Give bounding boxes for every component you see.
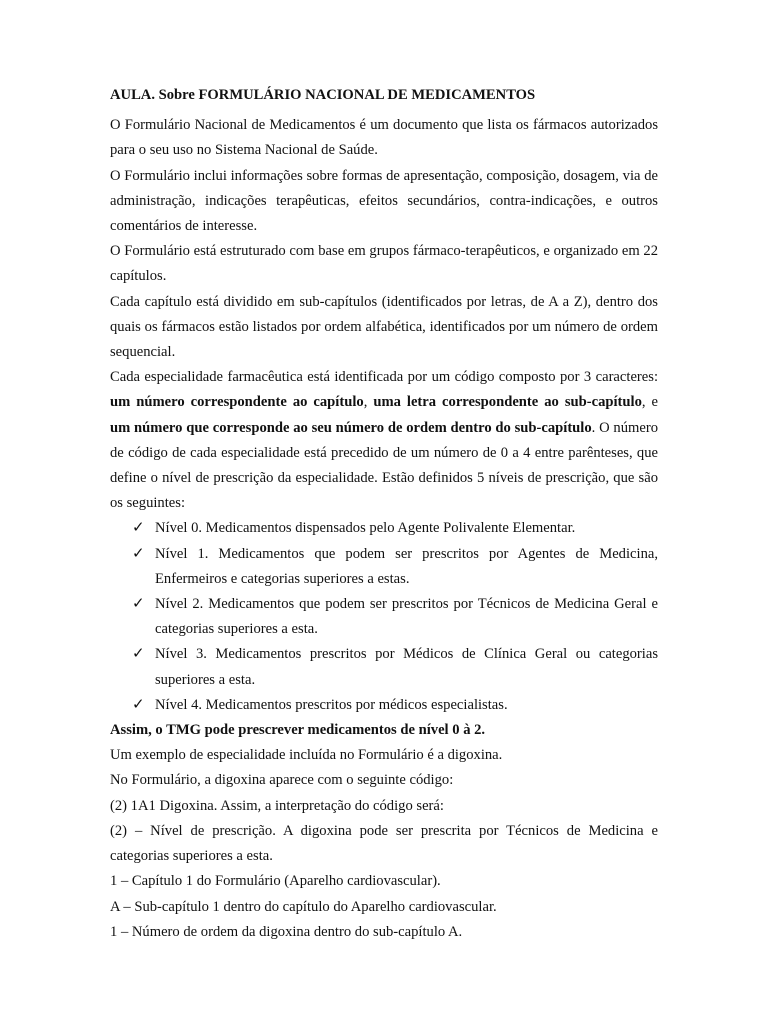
- code-bold-order: um número que corresponde ao seu número de ordem dentro do sub-capítulo: [110, 419, 592, 436]
- list-item: [132, 693, 658, 718]
- list-item: [132, 516, 658, 541]
- paragraph-chapter-meaning: 1 – Capítulo 1 do Formulário (Aparelho cardiovascular).: [110, 873, 441, 890]
- code-text-1: Cada especialidade farmacêutica está identificada por um código composto por 3 caracteres:: [110, 369, 658, 386]
- checkmark-icon: ✓: [132, 646, 145, 663]
- checkmark-icon: ✓: [132, 596, 145, 613]
- code-bold-chapter: um número correspondente ao capítulo: [110, 394, 364, 411]
- paragraph-structure: O Formulário está estruturado com base em grupos fármaco-terapêuticos, e organizado em 22 capítulos.: [110, 243, 658, 285]
- paragraph-level-meaning: (2) – Nível de prescrição. A digoxina pode ser prescrita por Técnicos de Medicina e categorias superiores a esta.: [110, 822, 658, 865]
- paragraph-tmg-levels: Assim, o TMG pode prescrever medicamentos de nível 0 à 2.: [110, 722, 486, 739]
- paragraph-code-intro: No Formulário, a digoxina aparece com o seguinte código:: [110, 772, 454, 789]
- prescription-levels-list: [110, 516, 658, 718]
- checkmark-icon: ✓: [132, 696, 145, 713]
- paragraph-order-meaning: 1 – Número de ordem da digoxina dentro do sub-capítulo A.: [110, 923, 463, 940]
- checkmark-icon: ✓: [132, 545, 145, 562]
- code-text-3: , e: [641, 394, 658, 411]
- code-text-4: . O número de código de cada especialidade está precedido de um número de 0 a 4 entre parênteses, que define o nível de prescrição da especialidade. Estão definidos 5 níveis de prescrição, que são os seguintes:: [110, 419, 658, 512]
- paragraph-code-example: (2) 1A1 Digoxina. Assim, a interpretação do código será:: [110, 797, 444, 814]
- paragraph-code-explanation: [110, 365, 658, 516]
- level-text: Nível 1. Medicamentos que podem ser prescritos por Agentes de Medicina, Enfermeiros e categorias superiores a estas.: [155, 545, 658, 587]
- level-text: Nível 4. Medicamentos prescritos por médicos especialistas.: [155, 696, 508, 713]
- list-item: [132, 642, 658, 692]
- list-item: [132, 592, 658, 642]
- level-text: Nível 3. Medicamentos prescritos por Médicos de Clínica Geral ou categorias superiores a esta.: [155, 646, 658, 688]
- document-page: [110, 83, 658, 945]
- paragraph-example: Um exemplo de especialidade incluída no Formulário é a digoxina.: [110, 747, 503, 764]
- list-item: [132, 542, 658, 592]
- paragraph-contents: O Formulário inclui informações sobre formas de apresentação, composição, dosagem, via de administração, indicações terapêuticas, efeitos secundários, contra-indicações, e outros comentários de interesse.: [110, 167, 658, 235]
- paragraph-subchapter-meaning: A – Sub-capítulo 1 dentro do capítulo do Aparelho cardiovascular.: [110, 898, 497, 915]
- level-text: Nível 0. Medicamentos dispensados pelo Agente Polivalente Elementar.: [155, 520, 576, 537]
- code-bold-subchapter: uma letra correspondente ao sub-capítulo: [373, 394, 642, 411]
- level-text: Nível 2. Medicamentos que podem ser prescritos por Técnicos de Medicina Geral e categorias superiores a esta.: [155, 596, 658, 638]
- code-text-2: ,: [363, 394, 374, 411]
- document-title: AULA. Sobre FORMULÁRIO NACIONAL DE MEDICAMENTOS: [110, 87, 536, 103]
- paragraph-intro: O Formulário Nacional de Medicamentos é um documento que lista os fármacos autorizados para o seu uso no Sistema Nacional de Saúde.: [110, 117, 658, 159]
- checkmark-icon: ✓: [132, 520, 145, 537]
- paragraph-subchapters: Cada capítulo está dividido em sub-capítulos (identificados por letras, de A a Z), dentro dos quais os fármacos estão listados por ordem alfabética, identificados por um número de ordem sequencial.: [110, 293, 658, 361]
